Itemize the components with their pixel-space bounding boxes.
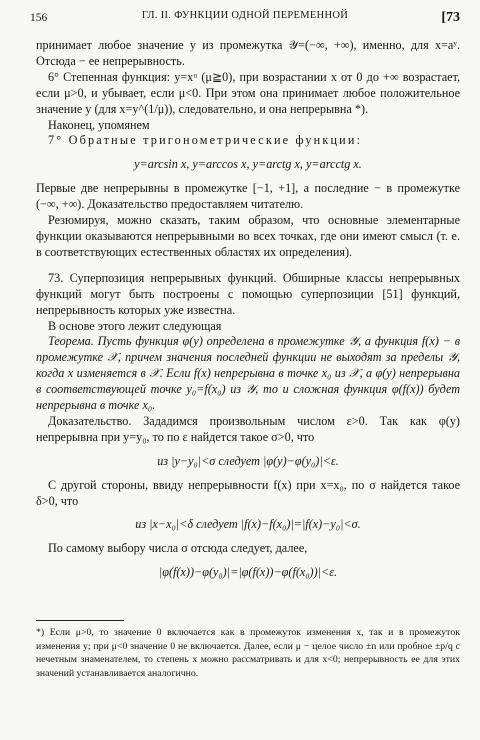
paragraph-other-side: С другой стороны, ввиду непрерывности f(x) при x=x₀, по σ найдется такое δ>0, что	[36, 477, 460, 508]
theorem-text: Теорема. Пусть функция φ(y) определена в промежутке 𝒴, а функция f(x) − в промежутке 𝒳, причем значения последней функции не выходят за пределы 𝒴, когда x изменяется в 𝒳. Если f(x) непрерывна в точке x₀ из 𝒳, а φ(y) непрерывна в соответствующей точке y₀=f(x₀) из 𝒴, то и сложная функция φ(f(x)) будет непрерывна в точке x₀.	[36, 334, 460, 413]
paragraph-exp-continuity: принимает любое значение y из промежутка 𝒴=(−∞, +∞), именно, для x=aʸ. Отсюда − ее непрерывность.	[36, 38, 460, 68]
paragraph-inverse-trig-continuity: Первые две непрерывны в промежутке [−1, +1], а последние − в промежутке (−∞, +∞). Доказательство предоставляем читателю.	[36, 181, 460, 212]
chapter-title: ГЛ. II. ФУНКЦИИ ОДНОЙ ПЕРЕМЕННОЙ	[141, 10, 349, 21]
paragraph-section-73: 73. Суперпозиция непрерывных функций. Обширные классы непрерывных функций могут быть построены с помощью суперпозиции [51] функций, непрерывность которых уже известна.	[36, 270, 460, 317]
formula-delta-condition: из |x−x₀|<δ следует |f(x)−f(x₀)|=|f(x)−y₀|<σ.	[135, 517, 361, 532]
formula-sigma-condition: из |y−y₀|<σ следует |φ(y)−φ(y₀)|<ε.	[157, 453, 339, 468]
section-number: [73	[441, 10, 460, 25]
formula-conclusion: |φ(f(x))−φ(y₀)|=|φ(f(x))−φ(f(x₀))|<ε.	[158, 565, 338, 580]
footnote-rule	[36, 620, 124, 621]
paragraph-proof-start: Доказательство. Зададимся произвольным числом ε>0. Так как φ(y) непрерывна при y=y₀, то по ε найдется такое σ>0, что	[36, 413, 460, 444]
formula-inverse-trig: y=arcsin x, y=arccos x, y=arctg x, y=arcctg x.	[134, 157, 362, 172]
paragraph-finally: Наконец, упомянем	[48, 117, 150, 132]
running-header	[30, 10, 460, 28]
page-body	[36, 38, 460, 589]
paragraph-basis: В основе этого лежит следующая	[48, 318, 222, 333]
paragraph-inverse-trig-heading: 7° Обратные тригонометрические функции:	[48, 133, 363, 148]
paragraph-summary: Резюмируя, можно сказать, таким образом, что основные элементарные функции оказываются непрерывными во всех точках, где они имеют смысл (т. е. в соответствующих естественных областях их определения).	[36, 213, 460, 259]
footnote: *) Если μ>0, то значение 0 включается как в промежуток изменения x, так и в промежуток изменения y; при μ<0 значение 0 не включается. Далее, если μ − целое число ±n или пробное ±p/q с нечетным знаменателем, то степень x можно рассматривать и для x<0; непрерывность ее для этих значений устанавливается аналогично.	[36, 627, 460, 679]
paragraph-choice: По самому выбору числа σ отсюда следует, далее,	[48, 541, 308, 556]
paragraph-power-function: 6° Степенная функция: y=xᵘ (μ≧0), при возрастании x от 0 до +∞ возрастает, если μ>0, и убывает, если μ<0. При этом она принимает любое положительное значение y (для x=y^(1/μ)), следовательно, и она непрерывна *).	[36, 69, 460, 116]
page-number: 156	[30, 12, 48, 24]
